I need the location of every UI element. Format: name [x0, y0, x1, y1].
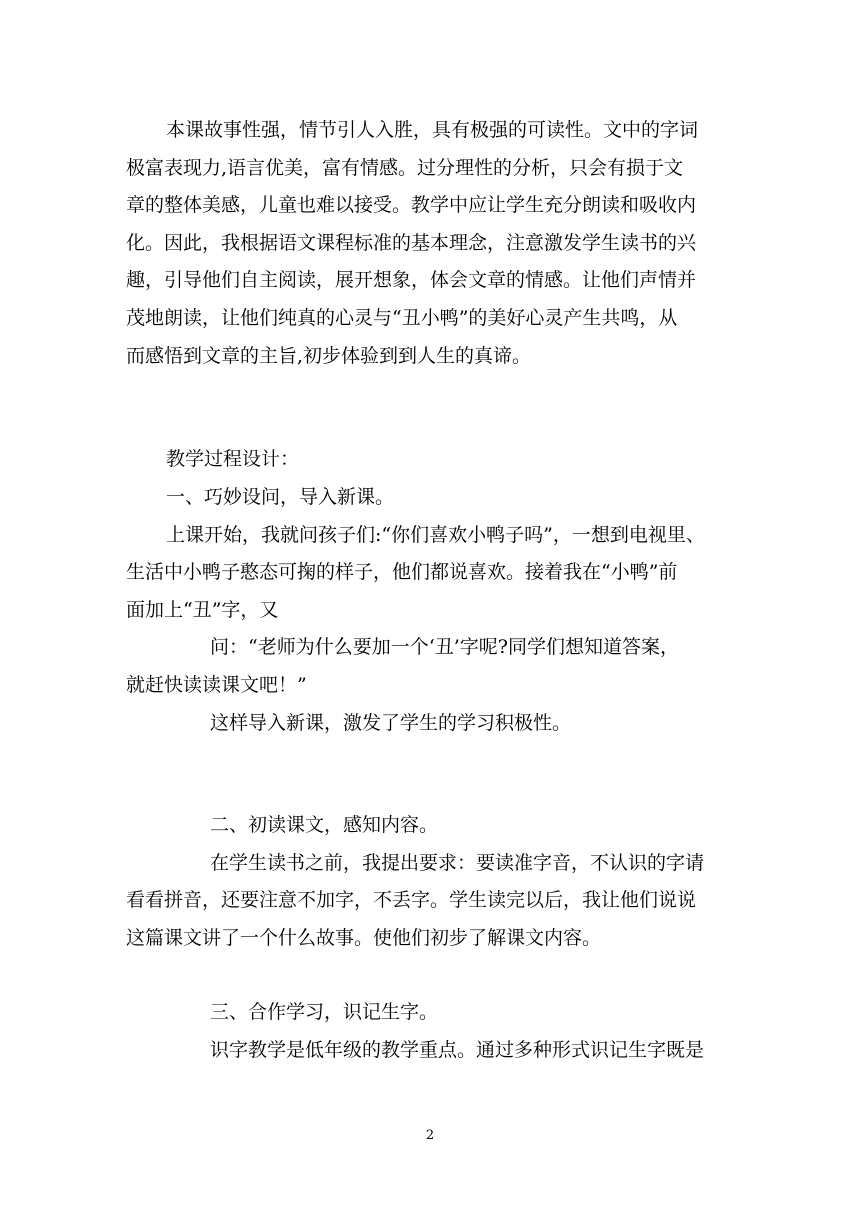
section-3-line: 识字教学是低年级的教学重点。通过多种形式识记生字既是 [210, 1038, 705, 1061]
page-number: 2 [425, 1128, 435, 1143]
intro-paragraph [126, 112, 738, 375]
section-1-line: 上课开始，我就问孩子们:“你们喜欢小鸭子吗”，一想到电视里、 [166, 523, 705, 546]
section-1-line: 面加上“丑”字，又 [126, 598, 279, 621]
intro-line: 而感悟到文章的主旨,初步体验到到人生的真谛。 [126, 344, 532, 367]
process-heading [126, 441, 738, 479]
section-1-conclusion: 这样导入新课，激发了学生的学习积极性。 [210, 711, 572, 734]
intro-line: 化。因此，我根据语文课程标准的基本理念，注意激发学生读书的兴 [126, 231, 697, 254]
process-heading-text: 教学过程设计： [166, 448, 300, 470]
section-1-question-line: 问：“老师为什么要加一个‘丑’字呢?同学们想知道答案， [210, 636, 679, 659]
section-1-heading: 一、巧妙设问，导入新课。 [166, 486, 395, 508]
section-3-heading: 三、合作学习，识记生字。 [210, 1001, 439, 1023]
intro-line: 极富表现力,语言优美，富有情感。过分理性的分析，只会有损于文 [126, 156, 684, 179]
intro-line: 本课故事性强，情节引人入胜，具有极强的可读性。文中的字词 [166, 119, 699, 141]
section-3 [126, 994, 738, 1069]
section-2-heading: 二、初读课文，感知内容。 [210, 814, 439, 836]
section-1-line: 生活中小鸭子憨态可掬的样子，他们都说喜欢。接着我在“小鸭”前 [126, 561, 678, 584]
intro-line: 茂地朗读，让他们纯真的心灵与“丑小鸭”的美好心灵产生共鸣，从 [126, 306, 678, 329]
intro-line: 趣，引导他们自主阅读，展开想象，体会文章的情感。让他们声情并 [126, 269, 697, 292]
section-2-line: 看看拼音，还要注意不加字，不丢字。学生读完以后，我让他们说说 [126, 889, 697, 912]
section-2-line: 在学生读书之前，我提出要求：要读准字音，不认识的字请 [210, 851, 705, 874]
section-2 [126, 807, 738, 957]
section-1-question-line: 就赶快读读课文吧！” [126, 673, 307, 696]
intro-line: 章的整体美感，儿童也难以接受。教学中应让学生充分朗读和吸收内 [126, 194, 697, 217]
section-2-line: 这篇课文讲了一个什么故事。使他们初步了解课文内容。 [126, 926, 602, 949]
section-1 [126, 479, 738, 742]
